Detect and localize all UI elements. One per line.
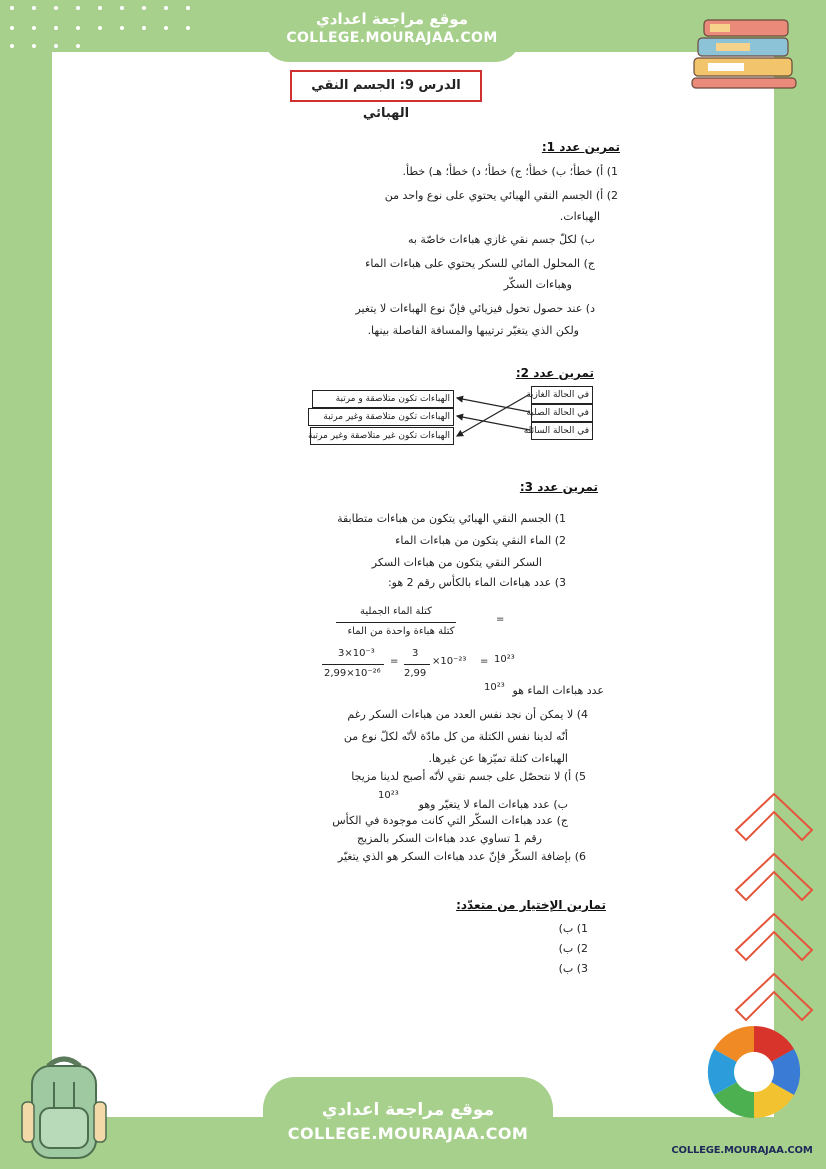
header-site-banner bbox=[263, 0, 521, 62]
exercise1-line: د) عند حصول تحول فيزيائي فإنّ نوع الهباءات لا يتغير bbox=[355, 302, 595, 315]
state-box: في الحالة السائلة bbox=[531, 422, 593, 440]
exercise3-line: 3) عدد هباءات الماء بالكأس رقم 2 هو: bbox=[387, 576, 566, 589]
equals-sign: = bbox=[496, 614, 505, 625]
description-box: الهباءات تكون غير متلاصقة وغير مرتبة bbox=[310, 427, 454, 445]
exercise2-title: تمرين عدد 2: bbox=[515, 366, 594, 380]
footer-site-name-ar: موقع مراجعة اعدادي bbox=[321, 1100, 495, 1120]
mcq-answer: 2) ب) bbox=[558, 942, 588, 955]
calc-denominator: 2,99×10⁻²⁶ bbox=[324, 668, 381, 679]
exercise1-line: 1) أ) خطأ؛ ب) خطأ؛ ج) خطأ؛ د) خطأ؛ هـ) خطأ. bbox=[402, 165, 618, 178]
description-box: الهباءات تكون متلاصقة و مرتبة bbox=[312, 390, 454, 408]
water-particles-value: 10²³ bbox=[484, 682, 505, 693]
fraction-bar bbox=[336, 622, 456, 623]
backpack-icon bbox=[14, 1052, 114, 1164]
exercise3-line: 6) بإضافة السكّر فإنّ عدد هباءات السكر هو الذي يتغيّر bbox=[337, 850, 586, 863]
matching-arrows bbox=[454, 386, 532, 446]
exercise1-line: 2) أ) الجسم النقي الهبائي يحتوي على نوع واحد من bbox=[384, 189, 618, 202]
water-particles-count: عدد هباءات الماء هو bbox=[512, 684, 604, 697]
exercise1-title: تمرين عدد 1: bbox=[541, 140, 620, 154]
fraction-numerator: كتلة الماء الجملية bbox=[360, 606, 432, 617]
mcq-answer: 1) ب) bbox=[558, 922, 588, 935]
exercise3-line: أنّه لدينا نفس الكتلة من كل مادّة لأنّه لكلّ نوع من bbox=[343, 730, 568, 743]
exercise3-line: رقم 1 تساوي عدد هباءات السكر بالمزيج bbox=[356, 832, 542, 845]
description-box: الهباءات تكون متلاصقة وغير مرتبة bbox=[308, 408, 454, 426]
exercise3-line: الهباءات كتلة تميّزها عن غيرها. bbox=[428, 752, 568, 765]
exercise1-line: ج) المحلول المائي للسكر يحتوي على هباءات الماء bbox=[365, 257, 595, 270]
line5b-value: 10²³ bbox=[378, 790, 399, 801]
exercise3-line: 4) لا يمكن أن نجد نفس العدد من هباءات السكر رغم bbox=[347, 708, 588, 721]
calc-mid-numerator: 3 bbox=[412, 648, 419, 659]
mcq-title: تمارين الإختيار من متعدّد: bbox=[456, 898, 606, 912]
calc-mid-bar bbox=[404, 664, 430, 665]
exercise1-line: ب) لكلّ جسم نقي غازي هباءات خاصّة به bbox=[407, 233, 595, 246]
calc-numerator: 3×10⁻³ bbox=[338, 648, 375, 659]
calc-equals: = bbox=[390, 656, 399, 667]
calc-mid-denominator: 2,99 bbox=[404, 668, 427, 679]
footer-site-banner bbox=[263, 1077, 553, 1169]
state-box: في الحالة الغازية bbox=[531, 386, 593, 404]
site-name-ar: موقع مراجعة اعدادي bbox=[316, 10, 468, 28]
exercise3-line: ب) عدد هباءات الماء لا يتغيّر وهو bbox=[418, 798, 568, 811]
calc-fraction-bar bbox=[322, 664, 384, 665]
exercise1-line: ولكن الذي يتغيّر ترتيبها والمسافة الفاصلة بينها. bbox=[367, 324, 579, 337]
exercise3-line: ج) عدد هباءات السكّر التي كانت موجودة في الكأس bbox=[332, 814, 568, 827]
exercise1-line: وهباءات السكّر bbox=[503, 278, 572, 291]
decorative-dots bbox=[10, 6, 200, 46]
exercise3-line: 2) الماء النقي يتكون من هباءات الماء bbox=[395, 534, 566, 547]
books-stack-icon bbox=[690, 12, 802, 92]
site-domain[interactable]: COLLEGE.MOURAJAA.COM bbox=[286, 30, 498, 46]
lesson-title: الدرس 9: الجسم النقي الهبائي bbox=[290, 70, 482, 102]
exercise3-title: تمرين عدد 3: bbox=[519, 480, 598, 494]
footer-site-domain[interactable]: COLLEGE.MOURAJAA.COM bbox=[287, 1124, 529, 1143]
calc-equals-2: = bbox=[480, 656, 489, 667]
logo-text: COLLEGE.MOURAJAA.COM bbox=[671, 1145, 813, 1156]
exercise3-line: السكر النقي يتكون من هباءات السكر bbox=[371, 556, 542, 569]
fraction-denominator: كتلة هباءة واحدة من الماء bbox=[347, 626, 455, 637]
school-wheel-logo bbox=[694, 1020, 814, 1142]
frame-left bbox=[0, 0, 52, 1169]
state-box: في الحالة الصلبة bbox=[531, 404, 593, 422]
exercise1-line: الهباءات. bbox=[559, 210, 600, 223]
exercise3-line: 5) أ) لا نتحصّل على جسم نقي لأنّه أصبح لدينا مزيجا bbox=[351, 770, 586, 783]
mcq-answer: 3) ب) bbox=[558, 962, 588, 975]
calc-mid-power: ×10⁻²³ bbox=[432, 656, 467, 667]
exercise3-line: 1) الجسم النقي الهبائي يتكون من هباءات متطابقة bbox=[337, 512, 566, 525]
calc-result: 10²³ bbox=[494, 654, 515, 665]
